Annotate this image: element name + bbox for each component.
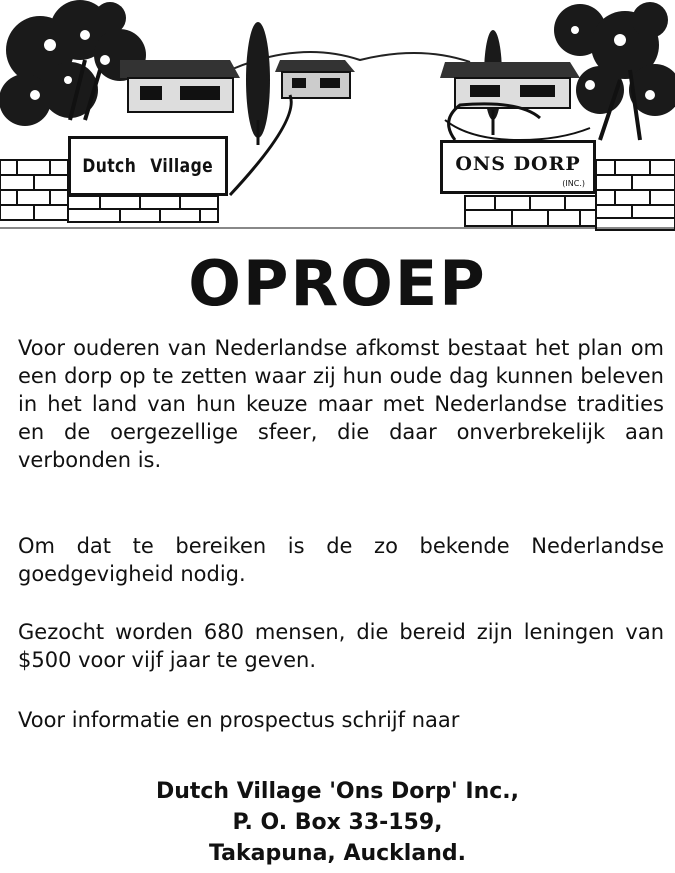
ons-dorp-sign [440, 140, 596, 194]
address-line-organization: Dutch Village 'Ons Dorp' Inc., [155, 779, 520, 804]
page-title: OPROEP [188, 247, 487, 320]
paragraph-request: Gezocht worden 680 mensen, die bereid zijn leningen van $500 voor vijf jaar te geven. [18, 620, 664, 672]
paragraph-goal: Om dat te bereiken is de zo bekende Nederlandse goedgevigheid nodig. [18, 534, 664, 586]
sign-right-label: ONS DORP [455, 153, 581, 175]
sign-right-suffix: (INC.) [562, 179, 585, 188]
village-drawing [0, 0, 675, 232]
address-line-po-box: P. O. Box 33-159, [232, 810, 443, 835]
paragraph-contact: Voor informatie en prospectus schrijf naar [18, 708, 460, 732]
sign-left-label: Dutch Village [82, 155, 214, 177]
address-line-city: Takapuna, Auckland. [209, 841, 466, 866]
paragraph-intro: Voor ouderen van Nederlandse afkomst bestaat het plan om een dorp op te zetten waar zij hun oude dag kunnen beleven in het land van hun keuze maar met Nederlandse tradities en de oergezellige sfeer, die daar onverbrekelijk aan verbonden is. [18, 336, 664, 472]
postal-address [0, 776, 675, 869]
dutch-village-sign [68, 136, 228, 196]
village-illustration [0, 0, 675, 232]
